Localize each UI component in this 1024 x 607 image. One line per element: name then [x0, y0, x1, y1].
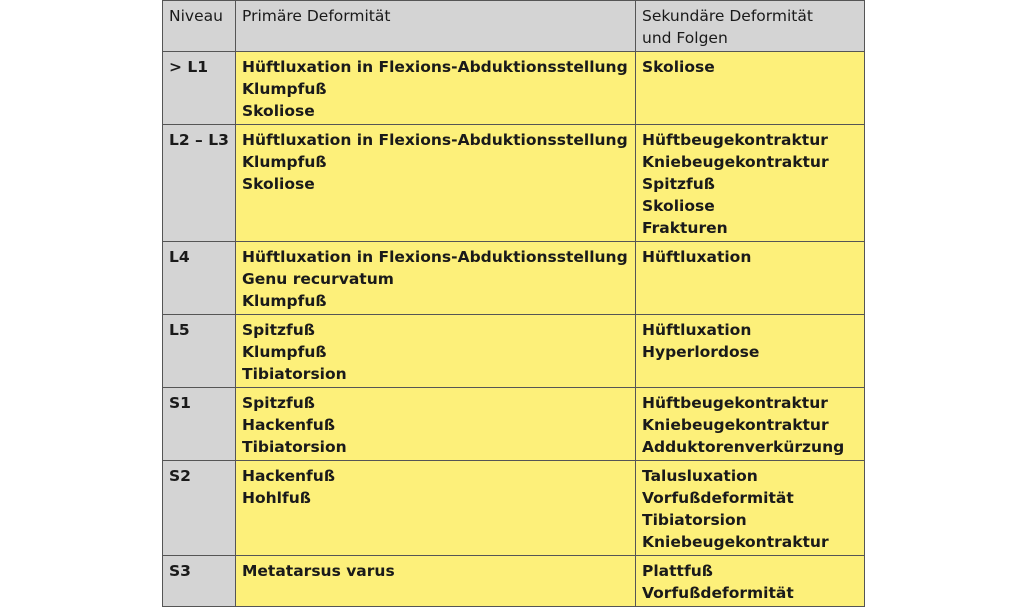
sekundaer-item: Spitzfuß [642, 175, 715, 193]
primaer-item: Tibiatorsion [242, 438, 347, 456]
table-row [163, 52, 865, 125]
primaer-item: Hüftluxation in Flexions-Abduktionsstellung [242, 58, 628, 76]
table-row [163, 315, 865, 388]
primaer-cell [236, 125, 636, 242]
primaer-item: Hackenfuß [242, 416, 335, 434]
sekundaer-item: Kniebeugekontraktur [642, 153, 829, 171]
primaer-item: Tibiatorsion [242, 365, 347, 383]
sekundaer-cell [636, 388, 865, 461]
niveau-cell: S2 [163, 461, 236, 556]
sekundaer-item: Adduktorenverkürzung [642, 438, 845, 456]
sekundaer-item: Plattfuß [642, 562, 713, 580]
sekundaer-cell [636, 242, 865, 315]
niveau-cell: S1 [163, 388, 236, 461]
sekundaer-item: Hüftluxation [642, 321, 752, 339]
table-row [163, 556, 865, 607]
primaer-item: Hackenfuß [242, 467, 335, 485]
niveau-cell: L5 [163, 315, 236, 388]
header-primaer: Primäre Deformität [236, 1, 636, 52]
sekundaer-item: Hüftluxation [642, 248, 752, 266]
sekundaer-item: Hyperlordose [642, 343, 760, 361]
primaer-item: Spitzfuß [242, 321, 315, 339]
primaer-cell [236, 388, 636, 461]
primaer-item: Metatarsus varus [242, 562, 395, 580]
sekundaer-item: Tibiatorsion [642, 511, 747, 529]
sekundaer-item: Frakturen [642, 219, 728, 237]
sekundaer-cell [636, 52, 865, 125]
primaer-item: Hüftluxation in Flexions-Abduktionsstellung [242, 131, 628, 149]
primaer-item: Spitzfuß [242, 394, 315, 412]
deformity-table-container [162, 0, 864, 602]
sekundaer-item: Hüftbeugekontraktur [642, 131, 828, 149]
deformity-table [162, 0, 865, 607]
primaer-item: Klumpfuß [242, 80, 327, 98]
primaer-cell [236, 556, 636, 607]
sekundaer-item: Kniebeugekontraktur [642, 533, 829, 551]
primaer-item: Klumpfuß [242, 153, 327, 171]
primaer-item: Genu recurvatum [242, 270, 394, 288]
header-row [163, 1, 865, 52]
primaer-cell [236, 315, 636, 388]
sekundaer-item: Hüftbeugekontraktur [642, 394, 828, 412]
niveau-cell: > L1 [163, 52, 236, 125]
sekundaer-cell [636, 315, 865, 388]
primaer-cell [236, 52, 636, 125]
sekundaer-cell [636, 461, 865, 556]
primaer-item: Klumpfuß [242, 292, 327, 310]
niveau-cell: L4 [163, 242, 236, 315]
table-row [163, 125, 865, 242]
primaer-cell [236, 242, 636, 315]
niveau-cell: S3 [163, 556, 236, 607]
table-row [163, 388, 865, 461]
table-body [163, 52, 865, 607]
table-header [163, 1, 865, 52]
header-sekundaer: Sekundäre Deformität und Folgen [636, 1, 865, 52]
sekundaer-item: Vorfußdeformität [642, 584, 794, 602]
sekundaer-cell [636, 556, 865, 607]
sekundaer-item: Kniebeugekontraktur [642, 416, 829, 434]
sekundaer-item: Vorfußdeformität [642, 489, 794, 507]
sekundaer-item: Skoliose [642, 58, 715, 76]
primaer-item: Skoliose [242, 175, 315, 193]
sekundaer-cell [636, 125, 865, 242]
primaer-item: Hohlfuß [242, 489, 311, 507]
niveau-cell: L2 – L3 [163, 125, 236, 242]
sekundaer-item: Talusluxation [642, 467, 758, 485]
table-row [163, 461, 865, 556]
table-row [163, 242, 865, 315]
primaer-item: Skoliose [242, 102, 315, 120]
primaer-cell [236, 461, 636, 556]
sekundaer-item: Skoliose [642, 197, 715, 215]
primaer-item: Hüftluxation in Flexions-Abduktionsstellung [242, 248, 628, 266]
primaer-item: Klumpfuß [242, 343, 327, 361]
header-niveau: Niveau [163, 1, 236, 52]
